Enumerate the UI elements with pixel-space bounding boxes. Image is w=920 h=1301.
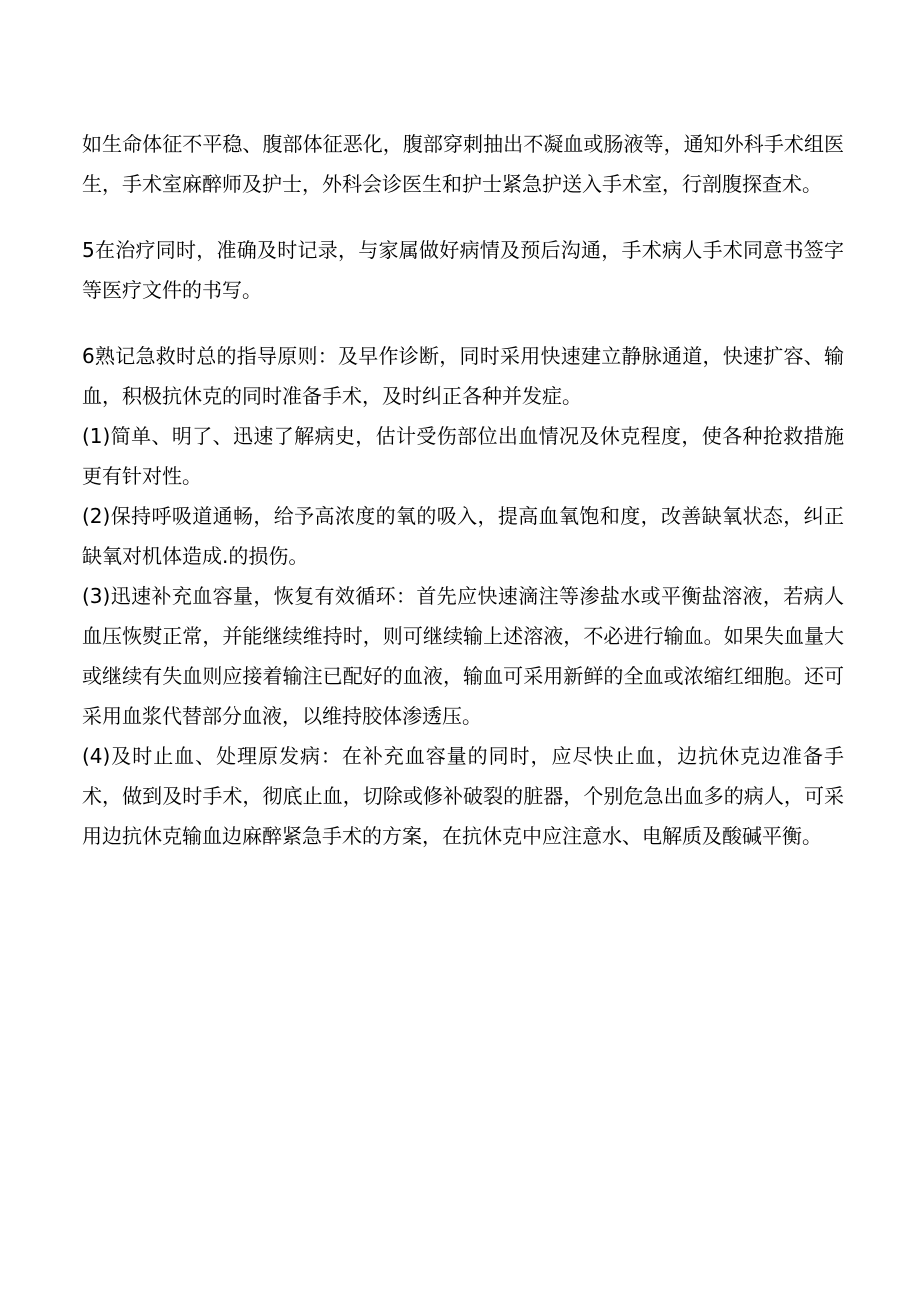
paragraph-item-6: 6熟记急救时总的指导原则：及早作诊断，同时采用快速建立静脉通道，快速扩容、输血，积极抗休克的同时准备手术，及时纠正各种并发症。 xyxy=(82,344,844,408)
paragraph-subitem-2: (2)保持呼吸道通畅，给予高浓度的氧的吸入，提高血氧饱和度，改善缺氧状态，纠正缺氧对机体造成.的损伤。 xyxy=(82,504,844,568)
paragraph-subitem-4: (4)及时止血、处理原发病：在补充血容量的同时，应尽快止血，边抗休克边准备手术，做到及时手术，彻底止血，切除或修补破裂的脏器，个别危急出血多的病人，可采用边抗休克输血边麻醉紧急手术的方案，在抗休克中应注意水、电解质及酸碱平衡。 xyxy=(82,744,844,848)
document-body xyxy=(82,124,844,856)
paragraph-item-5: 5在治疗同时，准确及时记录，与家属做好病情及预后沟通，手术病人手术同意书签字等医疗文件的书写。 xyxy=(82,238,844,302)
paragraph-subitem-3: (3)迅速补充血容量，恢复有效循环：首先应快速滴注等渗盐水或平衡盐溶液，若病人血压恢熨正常，并能继续维持时，则可继续输上述溶液，不必进行输血。如果失血量大或继续有失血则应接着输注已配好的血液，输血可采用新鲜的全血或浓缩红细胞。还可采用血浆代替部分血液，以维持胶体渗透压。 xyxy=(82,584,844,728)
paragraph-surgery-notification: 如生命体征不平稳、腹部体征恶化，腹部穿刺抽出不凝血或肠液等，通知外科手术组医生，手术室麻醉师及护士，外科会诊医生和护士紧急护送入手术室，行剖腹探查术。 xyxy=(82,132,844,196)
paragraph-subitem-1: (1)简单、明了、迅速了解病史，估计受伤部位出血情况及休克程度，使各种抢救措施更有针对性。 xyxy=(82,424,844,488)
